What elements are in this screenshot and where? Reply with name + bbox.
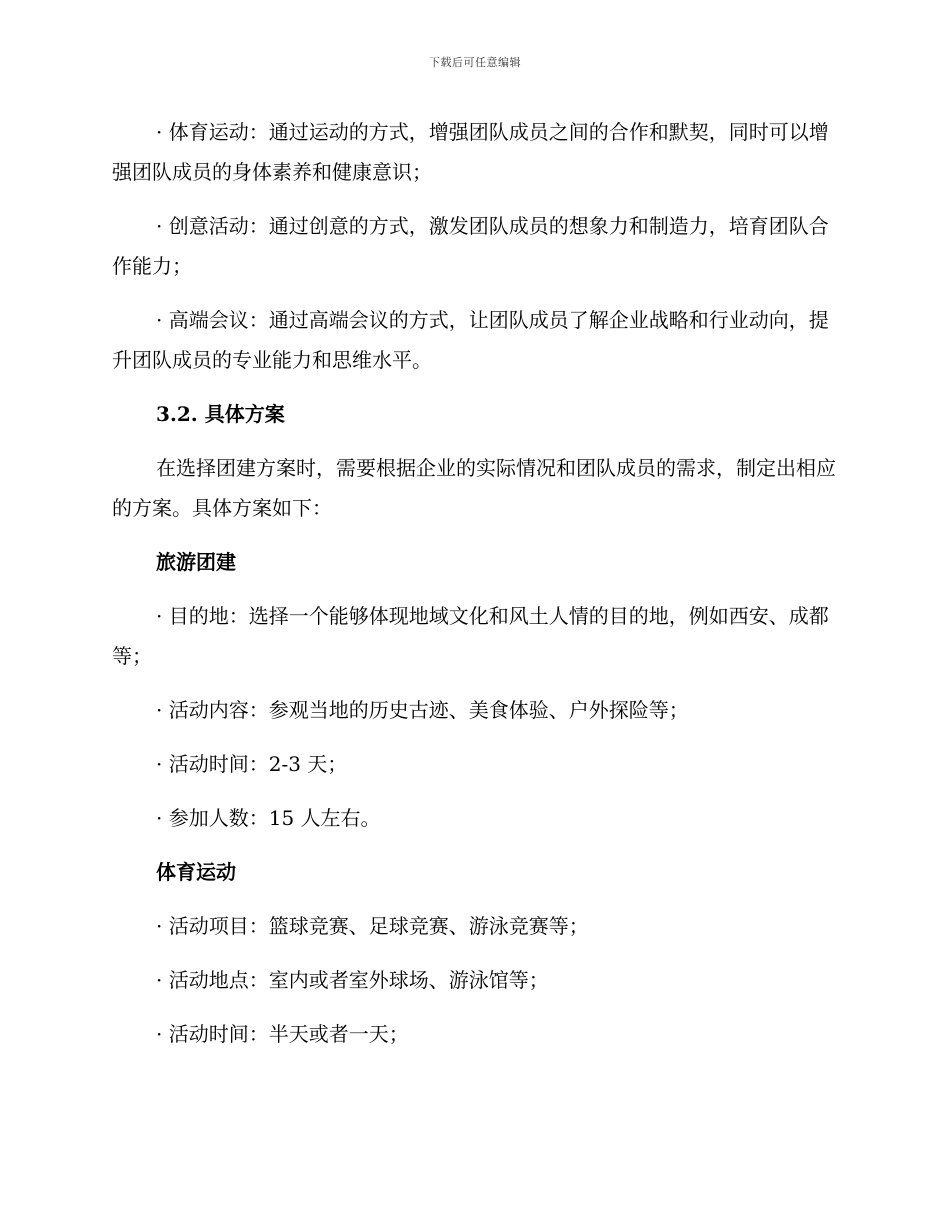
page-header: 下载后可任意编辑 bbox=[429, 56, 521, 69]
bullet-activity-time: · 活动时间：2-3 天； bbox=[156, 752, 348, 776]
bullet-sports-venue: · 活动地点：室内或者室外球场、游泳馆等； bbox=[156, 968, 549, 992]
bullet-sports-time: · 活动时间：半天或者一天； bbox=[156, 1022, 409, 1046]
section-heading-3-2: 3.2. 具体方案 bbox=[156, 402, 285, 426]
bullet-conference: · 高端会议：通过高端会议的方式，让团队成员了解企业战略和行业动向，提升团队成员的专业能力和思维水平。 bbox=[112, 308, 829, 372]
bullet-destination: · 目的地：选择一个能够体现地域文化和风土人情的目的地，例如西安、成都等； bbox=[112, 604, 829, 668]
bullet-sports: · 体育运动：通过运动的方式，增强团队成员之间的合作和默契，同时可以增强团队成员的身体素养和健康意识； bbox=[112, 120, 829, 184]
bullet-participants: · 参加人数：15 人左右。 bbox=[156, 806, 381, 830]
bullet-sports-items: · 活动项目：篮球竞赛、足球竞赛、游泳竞赛等； bbox=[156, 914, 589, 938]
subheading-sports: 体育运动 bbox=[156, 860, 236, 884]
bullet-activity-content: · 活动内容：参观当地的历史古迹、美食体验、户外探险等； bbox=[156, 698, 689, 722]
document-body bbox=[112, 112, 838, 1068]
bullet-creative: · 创意活动：通过创意的方式，激发团队成员的想象力和制造力，培育团队合作能力； bbox=[112, 214, 829, 278]
intro-paragraph: 在选择团建方案时，需要根据企业的实际情况和团队成员的需求，制定出相应的方案。具体方案如下： bbox=[112, 456, 836, 520]
subheading-travel: 旅游团建 bbox=[156, 550, 236, 574]
